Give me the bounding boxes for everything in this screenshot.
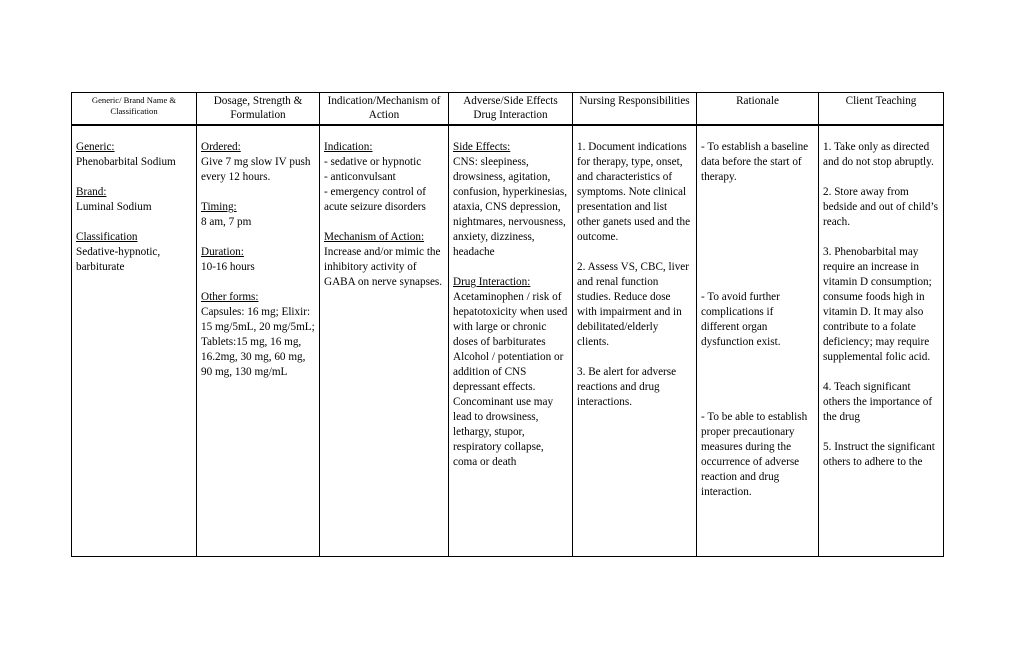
side-effects-value: CNS: sleepiness, drowsiness, agitation, confusion, hyperkinesias, ataxia, CNS depression, nightmares, nervousness, anxiety, dizziness, headache	[453, 156, 568, 258]
duration-value: 10-16 hours	[201, 261, 255, 273]
duration-label: Duration:	[201, 246, 244, 258]
header-teaching: Client Teaching	[819, 93, 944, 126]
teaching-item: 2. Store away from bedside and out of child’s reach.	[823, 186, 938, 228]
rationale-item: - To be able to establish proper precautionary measures during the occurrence of adverse reaction and drug interaction.	[701, 411, 808, 498]
brand-label: Brand:	[76, 186, 107, 198]
brand-value: Luminal Sodium	[76, 201, 152, 213]
cell-nursing	[573, 125, 697, 557]
mechanism-value: Increase and/or mimic the inhibitory activity of GABA on nerve synapses.	[324, 246, 443, 288]
cell-indication	[320, 125, 449, 557]
classification-label: Classification	[76, 231, 138, 243]
ordered-value: Give 7 mg slow IV push every 12 hours.	[201, 156, 311, 183]
header-dosage: Dosage, Strength & Formulation	[197, 93, 320, 126]
header-row	[72, 93, 944, 126]
cell-dosage	[197, 125, 320, 557]
drug-interaction-label: Drug Interaction:	[453, 276, 531, 288]
nursing-item: 1. Document indications for therapy, type, onset, and characteristics of symptoms. Note clinical presentation and list other ganets used and the outcome.	[577, 141, 691, 243]
drug-study-table	[71, 92, 944, 557]
generic-value: Phenobarbital Sodium	[76, 156, 176, 168]
cell-rationale	[697, 125, 819, 557]
rationale-item: - To avoid further complications if different organ dysfunction exist.	[701, 291, 781, 348]
cell-adverse	[449, 125, 573, 557]
teaching-item: 4. Teach significant others the importance of the drug	[823, 381, 933, 423]
teaching-item: 3. Phenobarbital may require an increase in vitamin D consumption; consume foods high in vitamin D. It may also contribute to a folate deficiency; may require supplemental folic acid.	[823, 246, 932, 363]
indication-item: - anticonvulsant	[324, 171, 396, 183]
indication-item: - sedative or hypnotic	[324, 156, 422, 168]
timing-value: 8 am, 7 pm	[201, 216, 252, 228]
cell-generic	[72, 125, 197, 557]
content-row	[72, 125, 944, 557]
header-nursing: Nursing Responsibilities	[573, 93, 697, 126]
ordered-label: Ordered:	[201, 141, 241, 153]
teaching-item: 5. Instruct the significant others to adhere to the	[823, 441, 935, 468]
rationale-item: - To establish a baseline data before the start of therapy.	[701, 141, 809, 183]
drug-interaction-item: Acetaminophen / risk of hepatotoxicity when used with large or chronic doses of barbiturates	[453, 291, 568, 348]
teaching-item: 1. Take only as directed and do not stop abruptly.	[823, 141, 934, 168]
cell-teaching	[819, 125, 944, 557]
classification-value: Sedative-hypnotic, barbiturate	[76, 246, 161, 273]
nursing-item: 2. Assess VS, CBC, liver and renal function studies. Reduce dose with impairment and in debilitated/elderly clients.	[577, 261, 689, 348]
indication-label: Indication:	[324, 141, 373, 153]
drug-interaction-item: Alcohol / potentiation or addition of CNS depressant effects. Concominant use may lead to drowsiness, lethargy, stupor, respiratory collapse, coma or death	[453, 351, 564, 468]
indication-item: - emergency control of acute seizure disorders	[324, 186, 426, 213]
generic-label: Generic:	[76, 141, 115, 153]
other-forms-label: Other forms:	[201, 291, 259, 303]
header-rationale: Rationale	[697, 93, 819, 126]
header-adverse: Adverse/Side Effects Drug Interaction	[449, 93, 573, 126]
side-effects-label: Side Effects:	[453, 141, 511, 153]
timing-label: Timing:	[201, 201, 237, 213]
header-indication: Indication/Mechanism of Action	[320, 93, 449, 126]
nursing-item: 3. Be alert for adverse reactions and drug interactions.	[577, 366, 677, 408]
other-forms-value: Capsules: 16 mg; Elixir: 15 mg/5mL, 20 mg/5mL; Tablets:15 mg, 16 mg, 16.2mg, 30 mg, 60 mg, 90 mg, 130 mg/mL	[201, 306, 315, 378]
header-generic: Generic/ Brand Name & Classification	[72, 93, 197, 126]
mechanism-label: Mechanism of Action:	[324, 231, 425, 243]
